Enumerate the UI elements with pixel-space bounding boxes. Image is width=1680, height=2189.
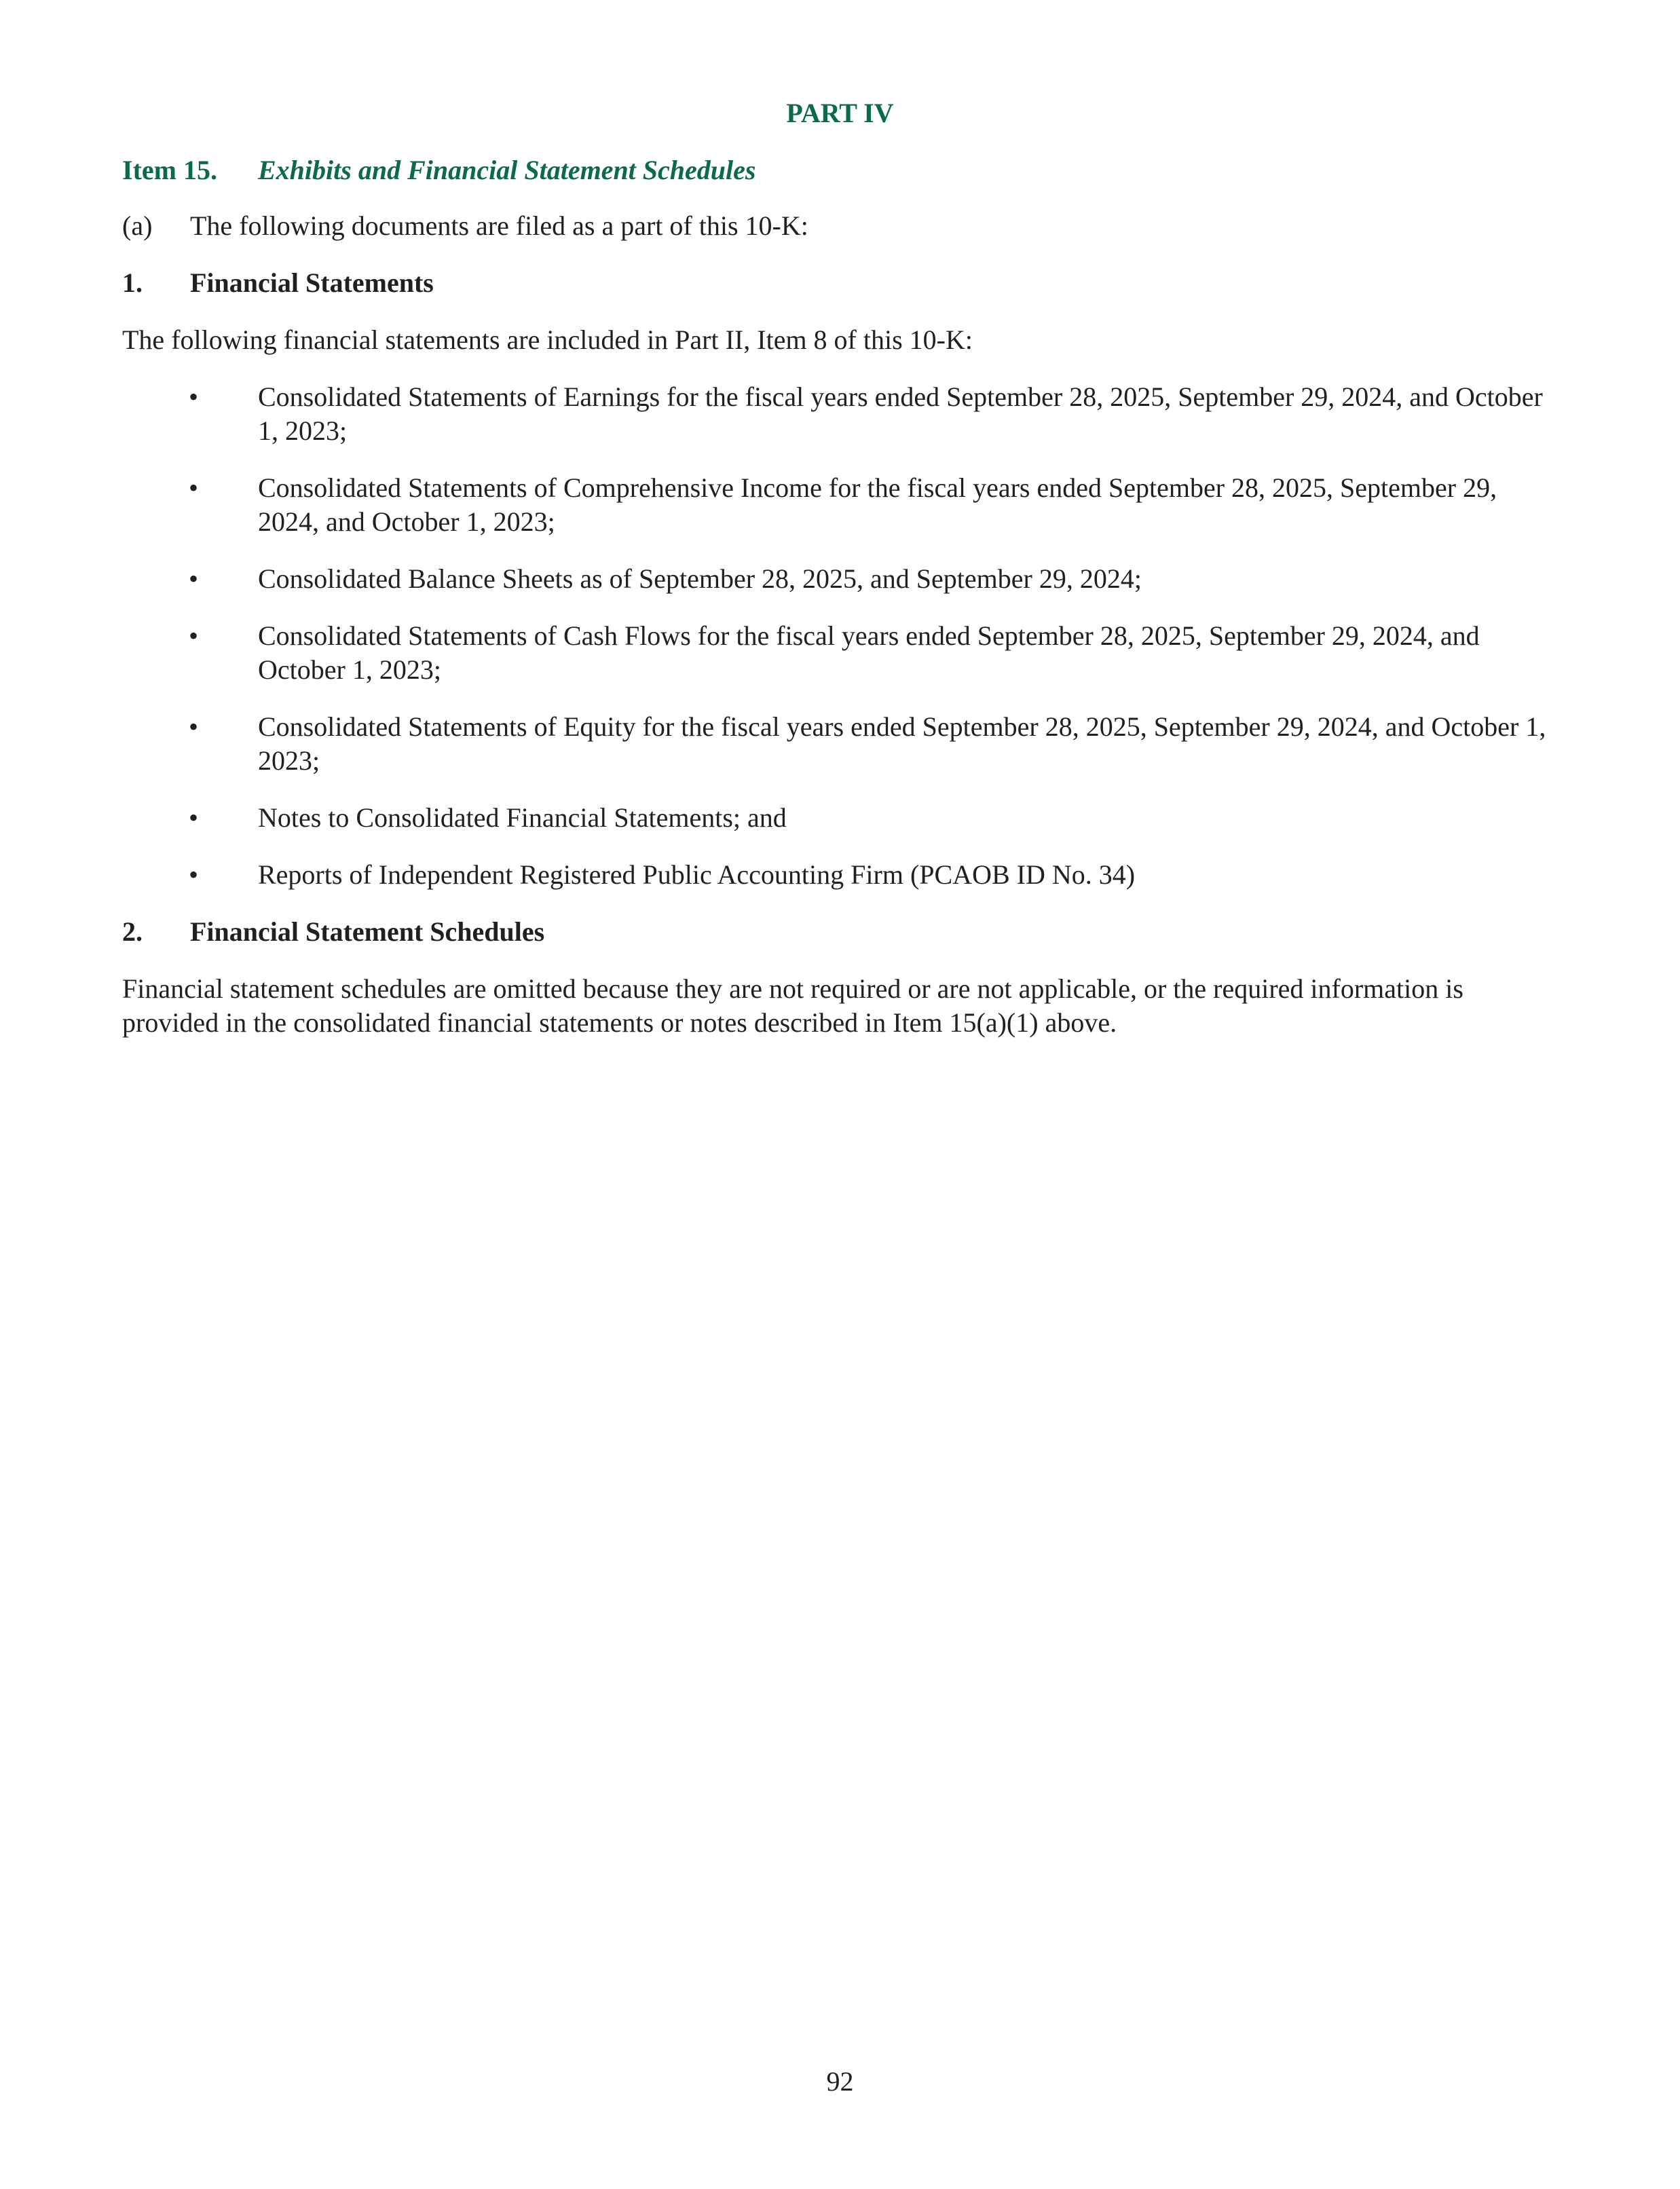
list-item-text: Consolidated Statements of Equity for the fiscal years ended September 28, 2025, September 29, 2024, and October 1, 2023; (258, 711, 1546, 776)
section-2-number: 2. (122, 916, 143, 947)
intro-label: (a) (122, 210, 153, 241)
list-item-text: Reports of Independent Registered Public Accounting Firm (PCAOB ID No. 34) (258, 859, 1136, 890)
bullet-glyph: • (189, 802, 199, 833)
bullet-glyph: • (189, 859, 199, 890)
section-2-body: Financial statement schedules are omitted because they are not required or are not applicable, or the required information is provided in the consolidated financial statements or notes described in Item 15(a)(1) above. (122, 973, 1463, 1038)
page-number: 92 (826, 2066, 854, 2097)
section-1-lead: The following financial statements are included in Part II, Item 8 of this 10-K: (122, 324, 973, 355)
intro-text: The following documents are filed as a part of this 10-K: (190, 210, 808, 241)
list-item-text: Consolidated Statements of Cash Flows for the fiscal years ended September 28, 2025, September 29, 2024, and October 1, 2023; (258, 620, 1480, 685)
bullet-glyph: • (189, 620, 199, 651)
bullet-glyph: • (189, 711, 199, 742)
bullet-glyph: • (189, 381, 199, 412)
section-1-title: Financial Statements (190, 267, 434, 298)
list-item-text: Consolidated Statements of Earnings for the fiscal years ended September 28, 2025, September 29, 2024, and October 1, 2023; (258, 381, 1543, 446)
section-2-title: Financial Statement Schedules (190, 916, 545, 947)
part-title: PART IV (786, 98, 894, 128)
list-item-text: Consolidated Statements of Comprehensive Income for the fiscal years ended September 28, 2025, September 29, 2024, and October 1, 2023; (258, 472, 1497, 537)
bullet-glyph: • (189, 472, 199, 503)
list-item-text: Notes to Consolidated Financial Statements; and (258, 802, 787, 833)
list-item-text: Consolidated Balance Sheets as of September 28, 2025, and September 29, 2024; (258, 563, 1142, 594)
item-title: Exhibits and Financial Statement Schedules (258, 155, 756, 185)
bullet-glyph: • (189, 563, 199, 594)
section-1-number: 1. (122, 267, 143, 298)
item-number: Item 15. (122, 155, 217, 185)
